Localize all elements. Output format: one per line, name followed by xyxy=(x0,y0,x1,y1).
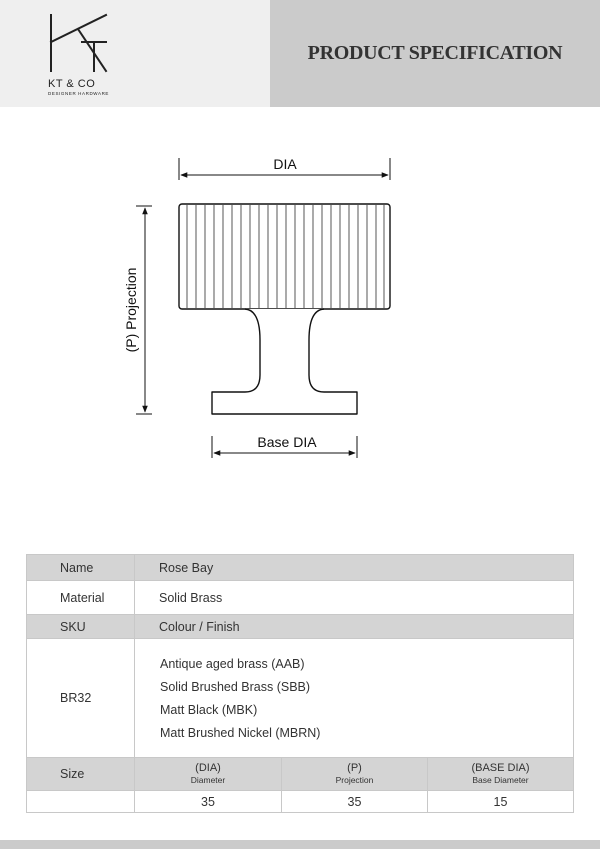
kt-logo-icon xyxy=(48,12,110,74)
sku-value: BR32 xyxy=(27,639,135,758)
base-dia-label: Base DIA xyxy=(257,434,317,450)
brand-panel xyxy=(0,0,270,107)
spec-table xyxy=(26,554,574,813)
size-code: (BASE DIA) xyxy=(471,762,530,774)
finish-list xyxy=(135,639,574,758)
size-desc: Diameter xyxy=(190,775,226,785)
dia-dimension xyxy=(179,156,390,180)
finish-item: Solid Brushed Brass (SBB) xyxy=(160,680,311,694)
material-label: Material xyxy=(27,581,135,615)
size-col-base-dia xyxy=(428,758,574,791)
name-label: Name xyxy=(27,555,135,581)
page-title: PRODUCT SPECIFICATION xyxy=(307,42,563,64)
brand-name: KT & CO xyxy=(48,78,96,90)
finish-label: Colour / Finish xyxy=(135,615,574,639)
size-code: (P) xyxy=(347,762,362,774)
sku-header-row xyxy=(27,615,574,639)
name-row xyxy=(27,555,574,581)
size-blank-cell xyxy=(27,791,135,813)
sku-label: SKU xyxy=(27,615,135,639)
size-label: Size xyxy=(27,758,135,791)
size-value-dia: 35 xyxy=(135,791,282,813)
projection-label: (P) Projection xyxy=(123,267,139,353)
base-dia-dimension xyxy=(212,434,357,458)
size-value-base-dia: 15 xyxy=(428,791,574,813)
sku-finish-row xyxy=(27,639,574,758)
size-desc: Projection xyxy=(335,775,374,785)
footer-bar xyxy=(0,840,600,849)
material-value: Solid Brass xyxy=(135,581,574,615)
knob-base xyxy=(212,309,357,414)
finish-item: Antique aged brass (AAB) xyxy=(160,657,305,671)
projection-dimension xyxy=(123,206,152,414)
size-code: (DIA) xyxy=(195,762,221,774)
size-col-dia xyxy=(135,758,282,791)
dia-label: DIA xyxy=(273,156,297,172)
size-col-projection xyxy=(282,758,428,791)
material-row xyxy=(27,581,574,615)
size-desc: Base Diameter xyxy=(472,775,529,785)
technical-drawing xyxy=(0,130,600,490)
finish-item: Matt Black (MBK) xyxy=(160,703,258,717)
brand-tagline: DESIGNER HARDWARE xyxy=(48,91,110,96)
knob-head xyxy=(179,204,390,309)
size-header-row xyxy=(27,758,574,791)
finish-item: Matt Brushed Nickel (MBRN) xyxy=(160,726,321,740)
header xyxy=(0,0,600,107)
size-value-row xyxy=(27,791,574,813)
name-value: Rose Bay xyxy=(135,555,574,581)
size-value-projection: 35 xyxy=(282,791,428,813)
